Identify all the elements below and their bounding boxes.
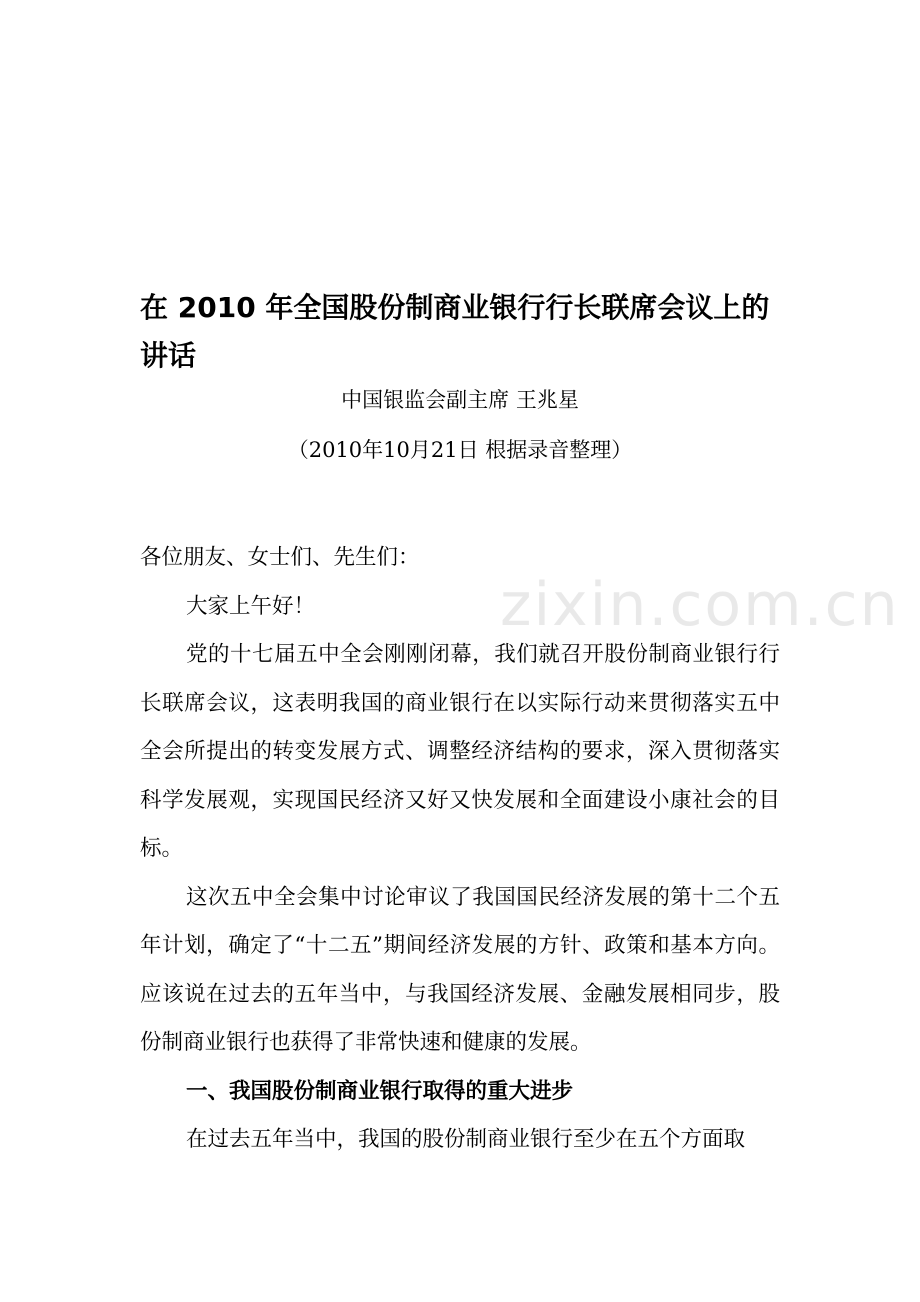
author-line: 中国银监会副主席 王兆星: [341, 388, 579, 412]
greeting: 各位朋友、女士们、先生们：: [140, 545, 420, 570]
paragraph: 在过去五年当中，我国的股份制商业银行至少在五个方面取: [186, 1127, 746, 1152]
paragraph: 这次五中全会集中讨论审议了我国国民经济发展的第十二个五年计划，确定了“十二五”期间经济发展的方针、政策和基本方向。应该说在过去的五年当中，与我国经济发展、金融发展相同步，股份制商业银行也获得了非常快速和健康的发展。: [140, 884, 780, 1055]
watermark: zixin.com.cn: [500, 570, 900, 640]
paragraph: 党的十七届五中全会刚刚闭幕，我们就召开股份制商业银行行长联席会议，这表明我国的商业银行在以实际行动来贯彻落实五中全会所提出的转变发展方式、调整经济结构的要求，深入贯彻落实科学发展观，实现国民经济又好又快发展和全面建设小康社会的目标。: [140, 642, 780, 861]
paragraph: 大家上午好！: [186, 593, 316, 619]
document-title: 在 2010 年全国股份制商业银行行长联席会议上的讲话: [140, 291, 770, 372]
document-body: [140, 534, 780, 1165]
section-heading: 一、我国股份制商业银行取得的重大进步: [186, 1078, 574, 1104]
date-note: （2010年10月21日 根据录音整理）: [287, 438, 633, 462]
